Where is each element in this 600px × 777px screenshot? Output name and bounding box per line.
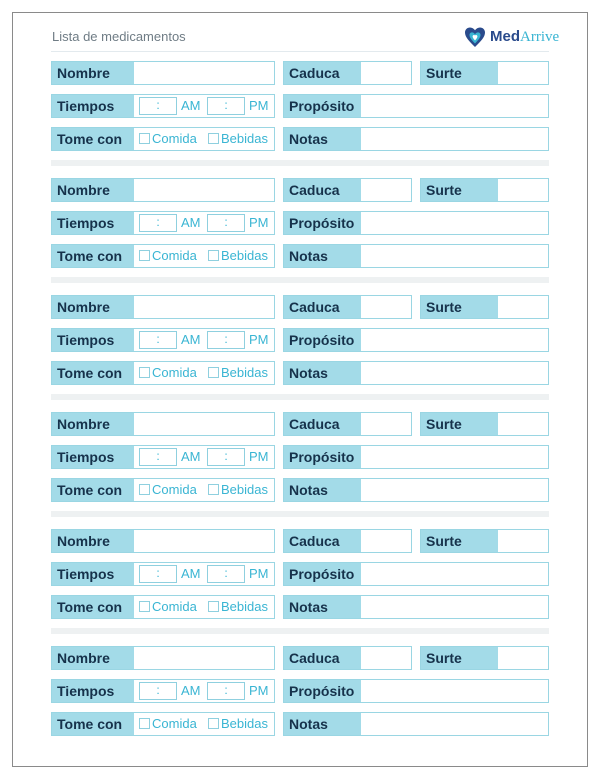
pm-time-field[interactable]: : [207, 214, 245, 232]
purpose-field[interactable] [361, 329, 548, 351]
page-title: Lista de medicamentos [52, 29, 186, 44]
name-field[interactable] [134, 296, 274, 318]
times-row [51, 328, 275, 352]
expires-row [283, 178, 412, 202]
purpose-row [283, 679, 549, 703]
name-row [51, 295, 275, 319]
pm-time-field[interactable]: : [207, 448, 245, 466]
am-time-field[interactable]: : [139, 565, 177, 583]
purpose-label: Propósito [284, 95, 361, 117]
am-label: AM [181, 332, 201, 347]
take-with-row [51, 595, 275, 619]
notes-row [283, 595, 549, 619]
notes-field[interactable] [361, 596, 548, 618]
food-checkbox[interactable] [139, 601, 150, 612]
expires-field[interactable] [361, 296, 411, 318]
refill-row [420, 646, 549, 670]
card-separator [51, 277, 549, 283]
expires-row [283, 295, 412, 319]
am-time-field[interactable]: : [139, 448, 177, 466]
times-label: Tiempos [52, 680, 134, 702]
take-with-row [51, 361, 275, 385]
refill-label: Surte [421, 62, 498, 84]
notes-label: Notas [284, 128, 361, 150]
refill-row [420, 529, 549, 553]
card-separator [51, 394, 549, 400]
name-field[interactable] [134, 530, 274, 552]
purpose-field[interactable] [361, 212, 548, 234]
expires-field[interactable] [361, 179, 411, 201]
food-checkbox[interactable] [139, 718, 150, 729]
medication-card [51, 295, 549, 385]
expires-label: Caduca [284, 62, 361, 84]
expires-row [283, 61, 412, 85]
refill-label: Surte [421, 179, 498, 201]
take-with-options [134, 128, 274, 150]
name-field[interactable] [134, 647, 274, 669]
notes-field[interactable] [361, 362, 548, 384]
drinks-label: Bebidas [221, 131, 268, 146]
take-with-options [134, 479, 274, 501]
name-label: Nombre [52, 647, 134, 669]
food-checkbox[interactable] [139, 367, 150, 378]
times-label: Tiempos [52, 95, 134, 117]
pm-label: PM [249, 566, 269, 581]
name-label: Nombre [52, 179, 134, 201]
name-row [51, 61, 275, 85]
take-with-label: Tome con [52, 362, 134, 384]
times-inputs [134, 563, 274, 585]
card-separator [51, 160, 549, 166]
take-with-options [134, 362, 274, 384]
times-label: Tiempos [52, 329, 134, 351]
food-checkbox[interactable] [139, 133, 150, 144]
drinks-checkbox[interactable] [208, 367, 219, 378]
am-time-field[interactable]: : [139, 682, 177, 700]
refill-field[interactable] [498, 179, 548, 201]
am-label: AM [181, 449, 201, 464]
purpose-label: Propósito [284, 446, 361, 468]
drinks-label: Bebidas [221, 716, 268, 731]
expires-field[interactable] [361, 62, 411, 84]
notes-field[interactable] [361, 479, 548, 501]
notes-row [283, 712, 549, 736]
notes-field[interactable] [361, 128, 548, 150]
card-separator [51, 511, 549, 517]
drinks-checkbox[interactable] [208, 718, 219, 729]
drinks-label: Bebidas [221, 248, 268, 263]
purpose-field[interactable] [361, 563, 548, 585]
times-row [51, 94, 275, 118]
take-with-row [51, 244, 275, 268]
heart-drop-logo-icon [464, 26, 486, 48]
drinks-label: Bebidas [221, 599, 268, 614]
notes-label: Notas [284, 713, 361, 735]
take-with-row [51, 478, 275, 502]
food-label: Comida [152, 365, 197, 380]
times-row [51, 445, 275, 469]
header-divider [51, 51, 549, 52]
name-label: Nombre [52, 62, 134, 84]
food-label: Comida [152, 599, 197, 614]
times-row [51, 679, 275, 703]
name-label: Nombre [52, 296, 134, 318]
refill-label: Surte [421, 530, 498, 552]
expires-label: Caduca [284, 413, 361, 435]
purpose-row [283, 94, 549, 118]
drinks-label: Bebidas [221, 482, 268, 497]
food-label: Comida [152, 716, 197, 731]
purpose-row [283, 445, 549, 469]
medication-card [51, 178, 549, 268]
take-with-label: Tome con [52, 245, 134, 267]
times-inputs [134, 212, 274, 234]
refill-label: Surte [421, 296, 498, 318]
purpose-label: Propósito [284, 563, 361, 585]
refill-field[interactable] [498, 296, 548, 318]
am-time-field[interactable]: : [139, 97, 177, 115]
food-label: Comida [152, 482, 197, 497]
notes-row [283, 361, 549, 385]
food-checkbox[interactable] [139, 484, 150, 495]
drinks-checkbox[interactable] [208, 133, 219, 144]
purpose-row [283, 211, 549, 235]
notes-field[interactable] [361, 713, 548, 735]
times-label: Tiempos [52, 212, 134, 234]
refill-field[interactable] [498, 413, 548, 435]
name-row [51, 529, 275, 553]
logo-med-text: Med [490, 28, 520, 45]
name-row [51, 412, 275, 436]
notes-row [283, 478, 549, 502]
refill-label: Surte [421, 647, 498, 669]
take-with-options [134, 713, 274, 735]
am-time-field[interactable]: : [139, 214, 177, 232]
take-with-row [51, 712, 275, 736]
purpose-label: Propósito [284, 212, 361, 234]
am-label: AM [181, 98, 201, 113]
name-label: Nombre [52, 530, 134, 552]
expires-row [283, 646, 412, 670]
times-inputs [134, 95, 274, 117]
pm-label: PM [249, 215, 269, 230]
purpose-row [283, 328, 549, 352]
notes-label: Notas [284, 245, 361, 267]
pm-time-field[interactable]: : [207, 682, 245, 700]
logo-arrive-text: Arrive [520, 29, 560, 45]
take-with-options [134, 245, 274, 267]
pm-label: PM [249, 98, 269, 113]
times-inputs [134, 329, 274, 351]
notes-row [283, 244, 549, 268]
refill-row [420, 178, 549, 202]
am-label: AM [181, 683, 201, 698]
food-label: Comida [152, 131, 197, 146]
name-field[interactable] [134, 62, 274, 84]
times-inputs [134, 680, 274, 702]
expires-row [283, 529, 412, 553]
pm-time-field[interactable]: : [207, 331, 245, 349]
times-label: Tiempos [52, 446, 134, 468]
refill-field[interactable] [498, 62, 548, 84]
drinks-label: Bebidas [221, 365, 268, 380]
times-row [51, 211, 275, 235]
medication-card [51, 61, 549, 151]
expires-row [283, 412, 412, 436]
name-field[interactable] [134, 179, 274, 201]
pm-label: PM [249, 683, 269, 698]
pm-time-field[interactable]: : [207, 565, 245, 583]
name-row [51, 178, 275, 202]
refill-row [420, 295, 549, 319]
times-label: Tiempos [52, 563, 134, 585]
expires-field[interactable] [361, 647, 411, 669]
expires-field[interactable] [361, 530, 411, 552]
notes-field[interactable] [361, 245, 548, 267]
logo-wordmark [490, 25, 559, 49]
name-label: Nombre [52, 413, 134, 435]
expires-label: Caduca [284, 179, 361, 201]
times-row [51, 562, 275, 586]
food-checkbox[interactable] [139, 250, 150, 261]
refill-label: Surte [421, 413, 498, 435]
take-with-label: Tome con [52, 713, 134, 735]
purpose-label: Propósito [284, 680, 361, 702]
medication-card [51, 412, 549, 502]
take-with-label: Tome con [52, 596, 134, 618]
refill-field[interactable] [498, 530, 548, 552]
name-field[interactable] [134, 413, 274, 435]
expires-field[interactable] [361, 413, 411, 435]
card-separator [51, 628, 549, 634]
refill-row [420, 412, 549, 436]
notes-label: Notas [284, 596, 361, 618]
food-label: Comida [152, 248, 197, 263]
expires-label: Caduca [284, 296, 361, 318]
purpose-label: Propósito [284, 329, 361, 351]
pm-time-field[interactable]: : [207, 97, 245, 115]
times-inputs [134, 446, 274, 468]
notes-row [283, 127, 549, 151]
notes-label: Notas [284, 479, 361, 501]
medication-card [51, 646, 549, 736]
medication-card [51, 529, 549, 619]
medarrive-logo [464, 25, 559, 49]
purpose-row [283, 562, 549, 586]
am-label: AM [181, 566, 201, 581]
notes-label: Notas [284, 362, 361, 384]
take-with-label: Tome con [52, 479, 134, 501]
take-with-row [51, 127, 275, 151]
purpose-field[interactable] [361, 95, 548, 117]
purpose-field[interactable] [361, 446, 548, 468]
am-label: AM [181, 215, 201, 230]
am-time-field[interactable]: : [139, 331, 177, 349]
pm-label: PM [249, 449, 269, 464]
expires-label: Caduca [284, 530, 361, 552]
pm-label: PM [249, 332, 269, 347]
drinks-checkbox[interactable] [208, 250, 219, 261]
name-row [51, 646, 275, 670]
take-with-label: Tome con [52, 128, 134, 150]
refill-row [420, 61, 549, 85]
refill-field[interactable] [498, 647, 548, 669]
expires-label: Caduca [284, 647, 361, 669]
drinks-checkbox[interactable] [208, 601, 219, 612]
take-with-options [134, 596, 274, 618]
drinks-checkbox[interactable] [208, 484, 219, 495]
purpose-field[interactable] [361, 680, 548, 702]
